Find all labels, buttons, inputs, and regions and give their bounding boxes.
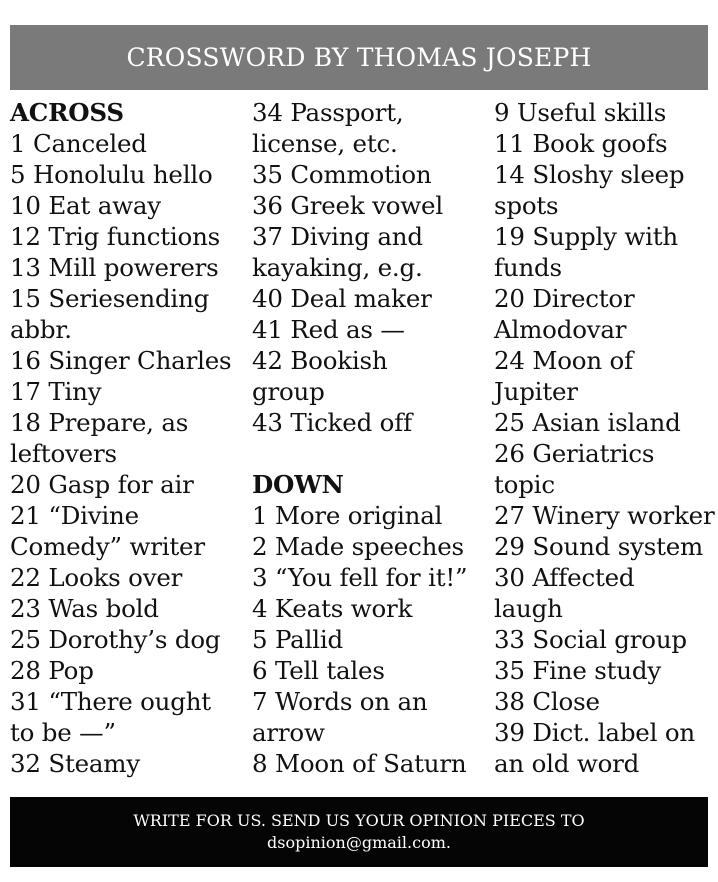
clue-line: 31 “There ought (10, 687, 211, 716)
clue-line: 21 “Divine (10, 501, 139, 530)
clue-line: Almodovar (494, 315, 627, 344)
clue-line: abbr. (10, 315, 72, 344)
clue-line: 23 Was bold (10, 594, 159, 623)
section-heading: DOWN (252, 470, 344, 499)
clue-line: 20 Director (494, 284, 635, 313)
clue-line: 16 Singer Charles (10, 346, 232, 375)
clue-column-2 (252, 97, 490, 779)
clue-line: 40 Deal maker (252, 284, 432, 313)
clue-line: 28 Pop (10, 656, 94, 685)
clue-line: 1 Canceled (10, 129, 147, 158)
crossword-header (10, 25, 708, 90)
clue-line: 36 Greek vowel (252, 191, 443, 220)
clue-line: 24 Moon of (494, 346, 633, 375)
clue-line: 8 Moon of Saturn (252, 749, 467, 778)
clue-line: 22 Looks over (10, 563, 183, 592)
footer-line-2: dsopinion@gmail.com. (267, 833, 451, 852)
clue-line: kayaking, e.g. (252, 253, 423, 282)
clue-column-1 (10, 97, 248, 779)
clue-line: 26 Geriatrics (494, 439, 655, 468)
clue-line: 30 Affected (494, 563, 635, 592)
clue-line: 10 Eat away (10, 191, 161, 220)
clue-line: 41 Red as — (252, 315, 405, 344)
clue-line: 42 Bookish (252, 346, 388, 375)
clue-line: to be —” (10, 718, 116, 747)
clue-line: 35 Commotion (252, 160, 432, 189)
clue-line: 38 Close (494, 687, 600, 716)
clue-line: 13 Mill powerers (10, 253, 219, 282)
footer-line-1: WRITE FOR US. SEND US YOUR OPINION PIECES TO (133, 811, 585, 830)
clue-line: an old word (494, 749, 640, 778)
clue-line: Comedy” writer (10, 532, 205, 561)
clue-line: 4 Keats work (252, 594, 413, 623)
clue-line: group (252, 377, 325, 406)
clue-columns (10, 97, 715, 787)
clue-line: 19 Supply with (494, 222, 678, 251)
clue-line: 33 Social group (494, 625, 687, 654)
clue-line: 5 Pallid (252, 625, 343, 654)
clue-line: 35 Fine study (494, 656, 661, 685)
clue-line: Jupiter (494, 377, 578, 406)
clue-line: 43 Ticked off (252, 408, 412, 437)
spacer (252, 438, 490, 469)
clue-line: funds (494, 253, 562, 282)
clue-line: 39 Dict. label on (494, 718, 695, 747)
clue-line: license, etc. (252, 129, 398, 158)
clue-line: 9 Useful skills (494, 98, 667, 127)
page-title: CROSSWORD BY THOMAS JOSEPH (126, 43, 592, 72)
clue-line: 11 Book goofs (494, 129, 668, 158)
section-heading: ACROSS (10, 98, 124, 127)
clue-line: 15 Seriesending (10, 284, 210, 313)
clue-line: 12 Trig functions (10, 222, 221, 251)
clue-line: 20 Gasp for air (10, 470, 194, 499)
clue-line: leftovers (10, 439, 117, 468)
footer-banner (10, 797, 708, 867)
clue-line: 3 “You fell for it!” (252, 563, 468, 592)
clue-line: 5 Honolulu hello (10, 160, 213, 189)
clue-line: 25 Dorothy’s dog (10, 625, 221, 654)
clue-line: 17 Tiny (10, 377, 102, 406)
clue-line: 34 Passport, (252, 98, 404, 127)
clue-line: 2 Made speeches (252, 532, 464, 561)
clue-line: 37 Diving and (252, 222, 423, 251)
clue-line: 14 Sloshy sleep (494, 160, 685, 189)
clue-line: 1 More original (252, 501, 443, 530)
clue-line: 29 Sound system (494, 532, 704, 561)
clue-line: 25 Asian island (494, 408, 681, 437)
clue-line: laugh (494, 594, 563, 623)
clue-line: 7 Words on an (252, 687, 428, 716)
clue-line: 6 Tell tales (252, 656, 385, 685)
clue-line: topic (494, 470, 555, 499)
clue-line: arrow (252, 718, 325, 747)
clue-line: spots (494, 191, 559, 220)
clue-line: 27 Winery worker (494, 501, 715, 530)
clue-line: 18 Prepare, as (10, 408, 189, 437)
clue-line: 32 Steamy (10, 749, 140, 778)
clue-column-3 (494, 97, 718, 779)
